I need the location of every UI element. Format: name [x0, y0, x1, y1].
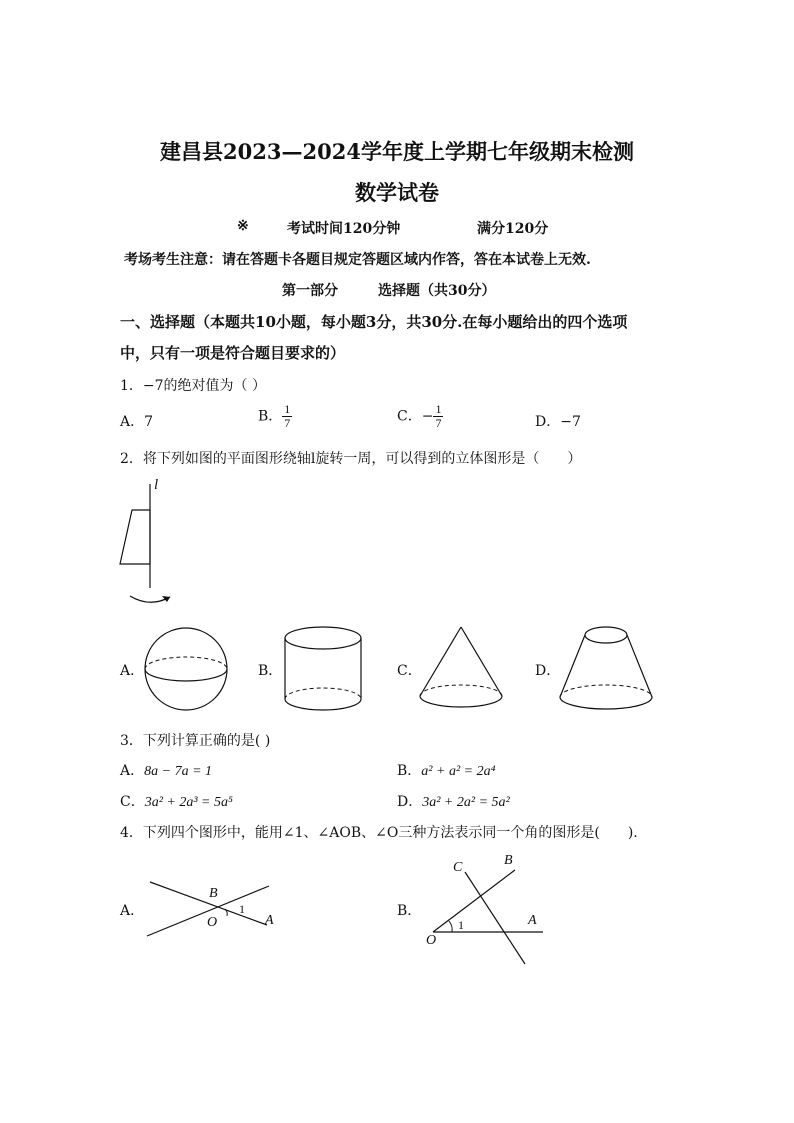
- fig-b-label-1: 1: [458, 918, 464, 932]
- reference-mark: ※: [237, 218, 249, 234]
- q2-option-d-label: D．: [535, 663, 561, 679]
- q3-option-c-label: C．: [120, 794, 145, 810]
- q3-option-a-expr: 8a − 7a = 1: [144, 764, 213, 779]
- q3-option-d: [397, 791, 510, 811]
- exam-notice: 考场考生注意：请在答题卡各题目规定答题区域内作答，答在本试卷上无效.: [124, 252, 591, 268]
- question-3-stem: 3．下列计算正确的是( ): [120, 733, 271, 749]
- rotation-arrowhead: [162, 594, 172, 602]
- frustum-figure: [558, 625, 654, 712]
- question-4-stem: 4．下列四个图形中，能用∠1、∠AOB、∠O三种方法表示同一个角的图形是( ).: [120, 825, 638, 841]
- q1-option-c-label: C．: [397, 408, 422, 425]
- q1-option-b: [258, 403, 292, 430]
- q3-option-b: [397, 760, 495, 780]
- q1-option-a: [120, 411, 153, 431]
- q1-option-c-fraction: [433, 403, 443, 430]
- q1-option-b-label: B．: [258, 408, 283, 425]
- axis-label: l: [154, 477, 159, 493]
- q3-option-a-label: A．: [120, 763, 145, 779]
- q2-option-c-label: C．: [397, 663, 422, 679]
- q2-option-b-label: B．: [258, 663, 283, 679]
- q3-option-a: [120, 760, 212, 780]
- part-heading: 第一部分: [282, 283, 338, 299]
- fraction-numerator: 1: [435, 402, 442, 416]
- section-instruction-line2: 中，只有一项是符合题目要求的）: [120, 344, 346, 362]
- fig-b-label-c: C: [453, 860, 463, 875]
- cone-figure: [418, 625, 504, 710]
- q1-option-d: [535, 411, 581, 431]
- q4-option-b-label: B．: [397, 903, 422, 919]
- rotation-figure: [110, 478, 190, 613]
- exam-subject: 数学试卷: [355, 180, 439, 205]
- q1-option-a-value: 7: [144, 414, 154, 430]
- q1-option-b-fraction: [282, 403, 292, 430]
- sphere-figure: [143, 627, 229, 711]
- exam-time: 考试时间120分钟: [287, 221, 401, 237]
- fraction-numerator: 1: [284, 402, 291, 416]
- cylinder-figure: [283, 626, 363, 712]
- minus-sign: −: [421, 408, 434, 425]
- q1-option-c: [397, 403, 443, 430]
- fig-b-label-a: A: [528, 913, 537, 928]
- q3-option-c: [120, 791, 233, 811]
- q3-option-d-label: D．: [397, 794, 423, 810]
- q3-option-b-expr: a² + a² = 2a⁴: [421, 764, 496, 779]
- fig-a-label-1: 1: [239, 902, 245, 916]
- exam-title: 建昌县2023—2024学年度上学期七年级期末检测: [160, 139, 634, 164]
- q1-option-a-label: A．: [120, 414, 145, 430]
- q4-option-a-label: A．: [120, 903, 145, 919]
- exam-score: 满分120分: [477, 221, 549, 237]
- fraction-denominator: 7: [435, 416, 442, 430]
- question-1-stem: 1．−7的绝对值为（ ）: [120, 378, 266, 394]
- part-subheading: 选择题（共30分）: [378, 283, 496, 299]
- fig-b-label-o: O: [426, 933, 437, 948]
- fig-a-label-o: O: [207, 915, 218, 930]
- q3-option-d-expr: 3a² + 2a² = 5a²: [422, 795, 510, 810]
- fig-a-label-a: A: [265, 913, 274, 928]
- section-instruction-line1: 一、选择题（本题共10小题，每小题3分，共30分.在每小题给出的四个选项: [120, 313, 628, 331]
- fig-a-label-b: B: [209, 886, 218, 901]
- question-2-stem: 2．将下列如图的平面图形绕轴l旋转一周，可以得到的立体图形是（ ）: [120, 451, 582, 467]
- q3-option-c-expr: 3a² + 2a³ = 5a⁵: [144, 795, 233, 810]
- trapezoid-shape: [120, 510, 150, 564]
- q1-option-d-value: −7: [560, 414, 581, 430]
- q2-option-a-label: A．: [120, 663, 145, 679]
- q3-option-b-label: B．: [397, 763, 422, 779]
- fraction-denominator: 7: [284, 416, 291, 430]
- q1-option-d-label: D．: [535, 414, 561, 430]
- fig-b-label-b: B: [504, 853, 513, 868]
